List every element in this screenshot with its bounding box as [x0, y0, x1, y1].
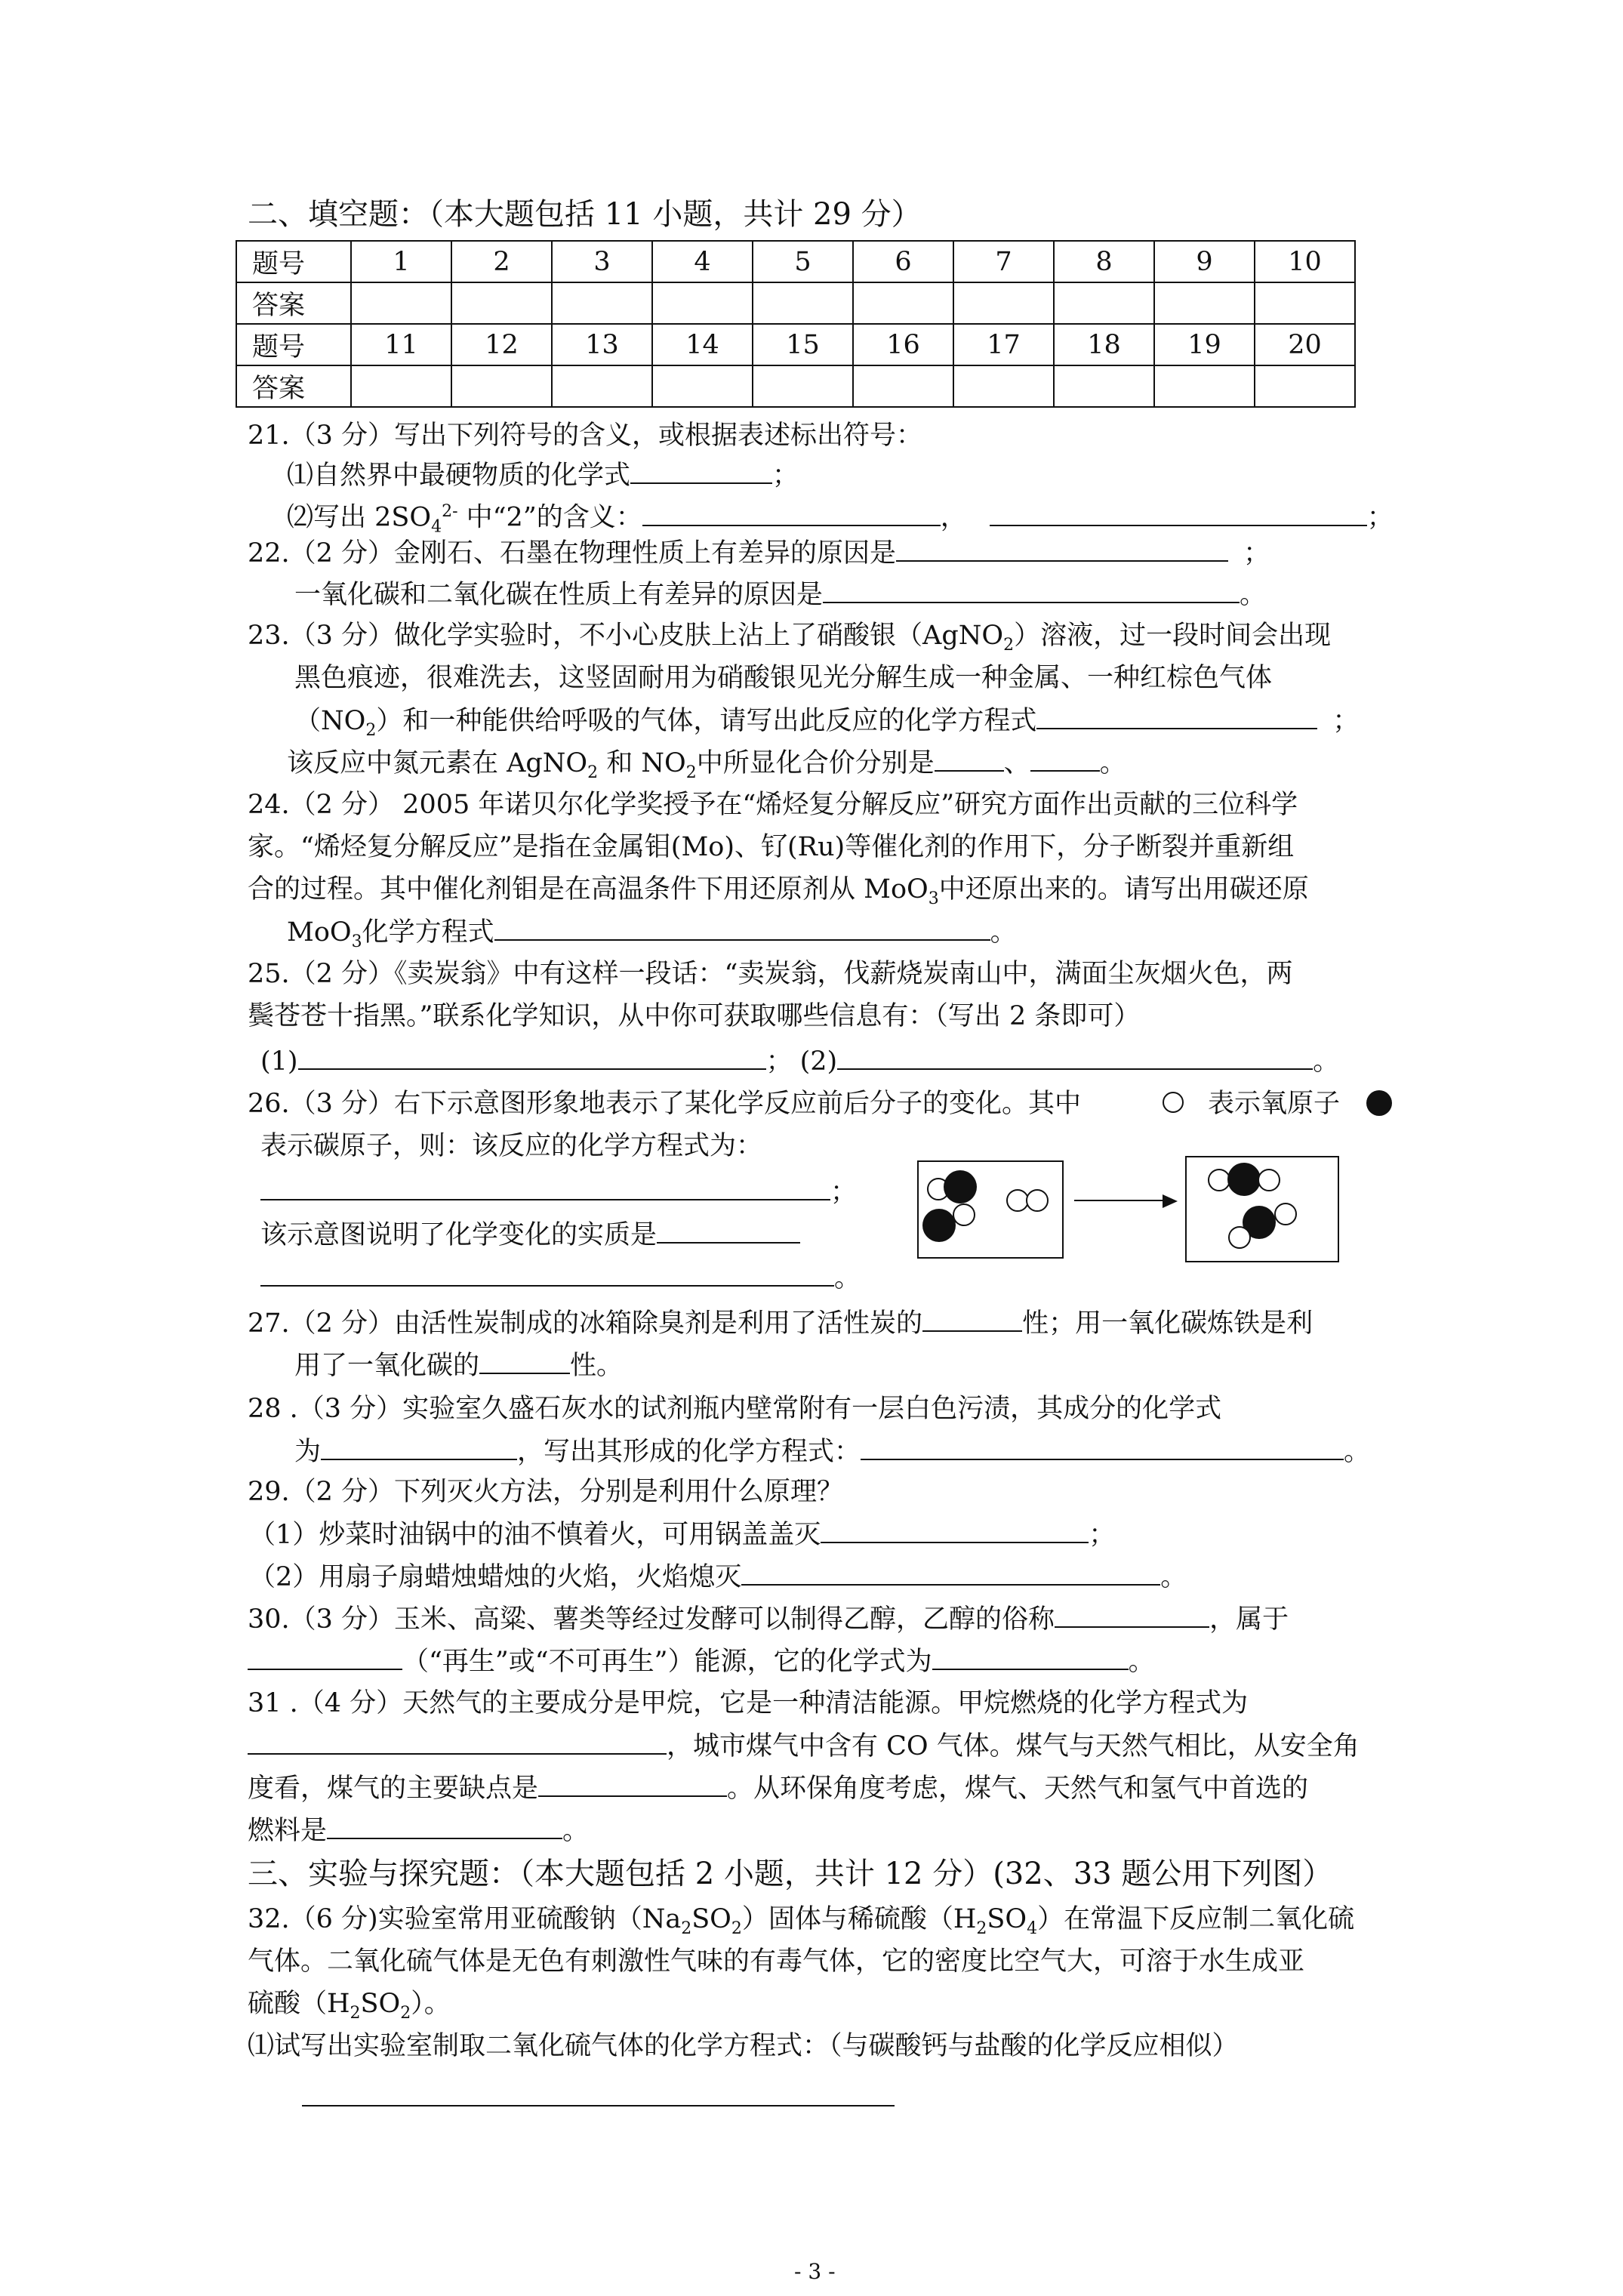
q-num: 13 — [552, 324, 652, 365]
answer-cell[interactable] — [652, 282, 753, 324]
answer-cell[interactable] — [1255, 365, 1355, 407]
blank[interactable] — [823, 578, 1240, 603]
blank[interactable] — [1055, 1602, 1209, 1628]
q-num: 11 — [351, 324, 451, 365]
q31-line4: 燃料是 。 — [248, 1814, 589, 1848]
blank[interactable] — [479, 1348, 570, 1374]
oxygen-atom — [1258, 1169, 1280, 1191]
q29-line3: （2）用扇子扇蜡烛蜡烛的火焰，火焰熄灭 。 — [249, 1560, 1187, 1594]
q30-line2: （“再生”或“不可再生”）能源，它的化学式为 。 — [248, 1644, 1155, 1678]
oxygen-atom — [953, 1203, 975, 1226]
oxygen-atom — [1274, 1203, 1297, 1225]
blank[interactable] — [302, 2081, 895, 2106]
page-number: - 3 - — [794, 2259, 836, 2284]
blank[interactable] — [932, 1644, 1129, 1670]
blank[interactable] — [260, 1261, 834, 1287]
q-num: 15 — [753, 324, 853, 365]
answer-cell[interactable] — [552, 365, 652, 407]
q-label: 题号 — [236, 241, 351, 282]
table-row — [236, 324, 1355, 365]
answer-cell[interactable] — [953, 282, 1054, 324]
table-row — [236, 282, 1355, 324]
answer-cell[interactable] — [451, 365, 552, 407]
q-num: 12 — [451, 324, 552, 365]
q-num: 9 — [1154, 241, 1255, 282]
answer-table — [236, 240, 1356, 408]
q26-blank1: ； — [260, 1175, 857, 1209]
answer-cell[interactable] — [853, 365, 953, 407]
answer-cell[interactable] — [753, 365, 853, 407]
q26-line4: 该示意图说明了化学变化的实质是 — [260, 1218, 800, 1252]
q-num: 5 — [753, 241, 853, 282]
q-num: 20 — [1255, 324, 1355, 365]
answer-cell[interactable] — [1154, 365, 1255, 407]
q23-line4: 该反应中氮元素在 AgNO$_2$ 和 $NO_2$中所显化合价分别是 、 。 — [287, 746, 1126, 790]
q-num: 4 — [652, 241, 753, 282]
table-row — [236, 241, 1355, 282]
blank[interactable] — [935, 746, 1004, 772]
q27-line2: 用了一氧化碳的 性。 — [294, 1348, 623, 1382]
q24-line3: 合的过程。其中催化剂钼是在高温条件下用还原剂从 MoO$_3$中还原出来的。请写出用碳还原 — [248, 874, 1309, 908]
answer-cell[interactable] — [1054, 365, 1154, 407]
q30-line1: 30.（3 分）玉米、高粱、薯类等经过发酵可以制得乙醇，乙醇的俗称 ，属于 — [248, 1602, 1289, 1636]
q23-line1: 23.（3 分）做化学实验时，不小心皮肤上沾上了硝酸银（AgNO$_2$）溶液，过一段时间会出现 — [248, 621, 1332, 655]
blank[interactable] — [248, 1729, 667, 1755]
q-label: 题号 — [236, 324, 351, 365]
q24-line1: 24.（2 分） 2005 年诺贝尔化学奖授予在“烯烃复分解反应”研究方面作出贡献的三位科学 — [248, 790, 1298, 820]
blank[interactable] — [821, 1518, 1089, 1543]
carbon-atom — [944, 1170, 977, 1203]
q22-line2: 一氧化碳和二氧化碳在性质上有差异的原因是 。 — [294, 578, 1266, 612]
answer-cell[interactable] — [1255, 282, 1355, 324]
oxygen-atom — [1228, 1226, 1251, 1249]
q27-line1: 27.（2 分）由活性炭制成的冰箱除臭剂是利用了活性炭的 性；用一氧化碳炼铁是利 — [248, 1306, 1313, 1340]
q26-line2: 表示碳原子，则：该反应的化学方程式为： — [260, 1131, 763, 1161]
blank[interactable] — [741, 1560, 1160, 1586]
arrow-head-icon — [1163, 1194, 1178, 1208]
q-num: 18 — [1054, 324, 1154, 365]
a-label: 答案 — [236, 282, 351, 324]
answer-cell[interactable] — [351, 282, 451, 324]
carbon-atom-legend-icon — [1366, 1090, 1392, 1116]
carbon-atom — [922, 1209, 956, 1242]
answer-cell[interactable] — [451, 282, 552, 324]
blank[interactable] — [298, 1044, 766, 1070]
blank[interactable] — [248, 1644, 402, 1670]
q31-line1: 31 .（4 分）天然气的主要成分是甲烷，它是一种清洁能源。甲烷燃烧的化学方程式为 — [248, 1688, 1249, 1718]
answer-cell[interactable] — [853, 282, 953, 324]
answer-cell[interactable] — [351, 365, 451, 407]
q21-part1: ⑴自然界中最硬物质的化学式 ； — [287, 458, 799, 492]
q23-line2: 黑色痕迹，很难洗去，这竖固耐用为硝酸银见光分解生成一种金属、一种红棕色气体 — [294, 663, 1273, 693]
carbon-atom — [1227, 1163, 1261, 1196]
a-label: 答案 — [236, 365, 351, 407]
blank[interactable] — [327, 1814, 562, 1839]
q25-answers: (1) ； (2) 。 — [260, 1044, 1339, 1078]
blank[interactable] — [922, 1306, 1022, 1332]
q-num: 14 — [652, 324, 753, 365]
q32-blank — [302, 2081, 895, 2115]
q-num: 2 — [451, 241, 552, 282]
blank[interactable] — [260, 1175, 830, 1200]
q-num: 7 — [953, 241, 1054, 282]
answer-cell[interactable] — [1154, 282, 1255, 324]
q26-line1: 26.（3 分）右下示意图形象地表示了某化学反应前后分子的变化。其中 — [248, 1089, 1082, 1119]
q-num: 6 — [853, 241, 953, 282]
q-num: 16 — [853, 324, 953, 365]
q26-blank2: 。 — [260, 1261, 861, 1295]
q32-line4: ⑴试写出实验室制取二氧化硫气体的化学方程式：（与碳酸钙与盐酸的化学反应相似） — [248, 2031, 1239, 2061]
answer-cell[interactable] — [652, 365, 753, 407]
blank[interactable] — [630, 458, 772, 484]
blank[interactable] — [990, 501, 1367, 526]
section-3-title: 三、实验与探究题：（本大题包括 2 小题，共计 12 分）(32、33 题公用下列图） — [248, 1857, 1333, 1891]
q22-line1: 22.（2 分）金刚石、石墨在物理性质上有差异的原因是 ； — [248, 536, 1270, 570]
q21-stem: 21.（3 分）写出下列符号的含义，或根据表述标出符号： — [248, 421, 923, 451]
answer-cell[interactable] — [953, 365, 1054, 407]
q-num: 1 — [351, 241, 451, 282]
q-num: 19 — [1154, 324, 1255, 365]
q32-line3: 硫酸$(H_2SO_2)$。 — [248, 1989, 451, 2023]
q31-line3: 度看，煤气的主要缺点是 。从环保角度考虑，煤气、天然气和氢气中首选的 — [248, 1771, 1308, 1805]
blank[interactable] — [861, 1435, 1344, 1460]
q23-line3: $(NO_2)$和一种能供给呼吸的气体，请写出此反应的化学方程式 ； — [294, 704, 1359, 747]
q31-line2: ，城市煤气中含有 CO 气体。煤气与天然气相比，从安全角 — [248, 1729, 1360, 1763]
blank[interactable] — [1030, 746, 1100, 772]
blank[interactable] — [896, 536, 1228, 562]
reaction-arrow — [1074, 1200, 1165, 1201]
q26-line1b: 表示氧原子 — [1208, 1089, 1341, 1119]
q-num: 8 — [1054, 241, 1154, 282]
q32-line1: 32.（6 分)实验室常用亚硫酸钠$(Na_2SO_2)$固体与稀硫酸$(H_2SO_4)$在常温下反应制二氧化硫 — [248, 1904, 1355, 1938]
section-2-title: 二、填空题：（本大题包括 11 小题，共计 29 分） — [248, 197, 922, 232]
q28-line1: 28 .（3 分）实验室久盛石灰水的试剂瓶内壁常附有一层白色污渍，其成分的化学式 — [248, 1394, 1222, 1424]
blank[interactable] — [1036, 704, 1317, 729]
blank[interactable] — [494, 915, 990, 941]
q24-line2: 家。“烯烃复分解反应”是指在金属钼(Mo)、钌(Ru)等催化剂的作用下，分子断裂并重新组 — [248, 832, 1295, 862]
blank[interactable] — [642, 501, 941, 526]
q-num: 10 — [1255, 241, 1355, 282]
q24-line4: MoO$_3$化学方程式 。 — [287, 915, 1017, 959]
table-row — [236, 365, 1355, 407]
answer-cell[interactable] — [552, 282, 652, 324]
answer-cell[interactable] — [1054, 282, 1154, 324]
q25-line1: 25.（2 分）《卖炭翁》中有这样一段话：“卖炭翁，伐薪烧炭南山中，满面尘灰烟火色，两 — [248, 959, 1293, 989]
q25-line2: 鬓苍苍十指黑。”联系化学知识，从中你可获取哪些信息有：（写出 2 条即可） — [248, 1001, 1141, 1031]
answer-cell[interactable] — [753, 282, 853, 324]
oxygen-atom — [1026, 1189, 1049, 1212]
q-num: 17 — [953, 324, 1054, 365]
q29-line1: 29.（2 分）下列灭火方法，分别是利用什么原理？ — [248, 1477, 844, 1507]
blank[interactable] — [657, 1218, 800, 1244]
blank[interactable] — [321, 1435, 517, 1460]
q32-line2: 气体。二氧化硫气体是无色有刺激性气味的有毒气体，它的密度比空气大，可溶于水生成亚 — [248, 1946, 1305, 1977]
q29-line2: （1）炒菜时油锅中的油不慎着火，可用锅盖盖灭 ； — [249, 1518, 1115, 1552]
blank[interactable] — [538, 1771, 727, 1797]
oxygen-atom-legend-icon — [1163, 1092, 1184, 1113]
q21-part2: ⑵写出 $2SO_4^{2-}$ 中“2”的含义： ， ； — [287, 495, 1394, 544]
q-num: 3 — [552, 241, 652, 282]
blank[interactable] — [837, 1044, 1313, 1070]
q28-line2: 为 ，写出其形成的化学方程式： 。 — [294, 1435, 1370, 1469]
